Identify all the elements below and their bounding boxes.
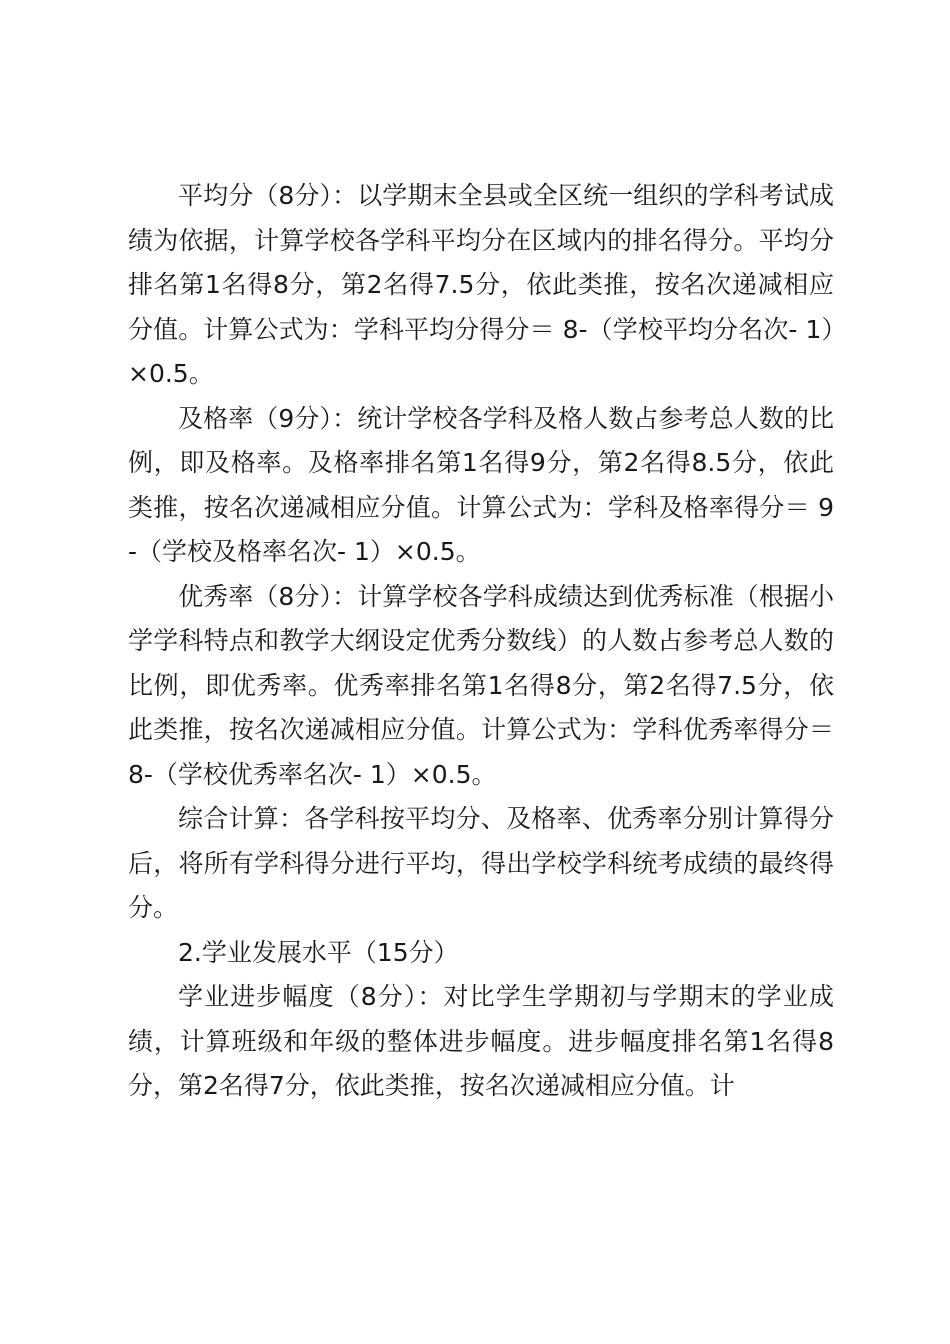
document-page	[128, 174, 834, 1109]
section-heading-academic-development: 2.学业发展水平（15分）	[178, 937, 459, 967]
paragraph-excellence-rate: 优秀率（8分）：计算学校各学科成绩达到优秀标准（根据小学学科特点和教学大纲设定优秀分数线）的人数占参考总人数的比例，即优秀率。优秀率排名第1名得8分，第2名得7.5分，依此类推，按名次递减相应分值。计算公式为：学科优秀率得分＝ 8-（学校优秀率名次- 1）×0.5。	[128, 581, 834, 789]
paragraph-academic-progress: 学业进步幅度（8分）：对比学生学期初与学期末的学业成绩，计算班级和年级的整体进步幅度。进步幅度排名第1名得8分，第2名得7分，依此类推，按名次递减相应分值。计	[128, 982, 834, 1100]
paragraph-overall-calculation: 综合计算：各学科按平均分、及格率、优秀率分别计算得分后，将所有学科得分进行平均，得出学校学科统考成绩的最终得分。	[128, 804, 834, 922]
paragraph-pass-rate: 及格率（9分）：统计学校各学科及格人数占参考总人数的比例，即及格率。及格率排名第1名得9分，第2名得8.5分，依此类推，按名次递减相应分值。计算公式为：学科及格率得分＝ 9-（学校及格率名次- 1）×0.5。	[128, 403, 834, 566]
paragraph-average-score: 平均分（8分）：以学期末全县或全区统一组织的学科考试成绩为依据，计算学校各学科平均分在区域内的排名得分。平均分排名第1名得8分，第2名得7.5分，依此类推，按名次递减相应分值。计算公式为：学科平均分得分＝ 8-（学校平均分名次- 1）×0.5。	[128, 181, 834, 388]
